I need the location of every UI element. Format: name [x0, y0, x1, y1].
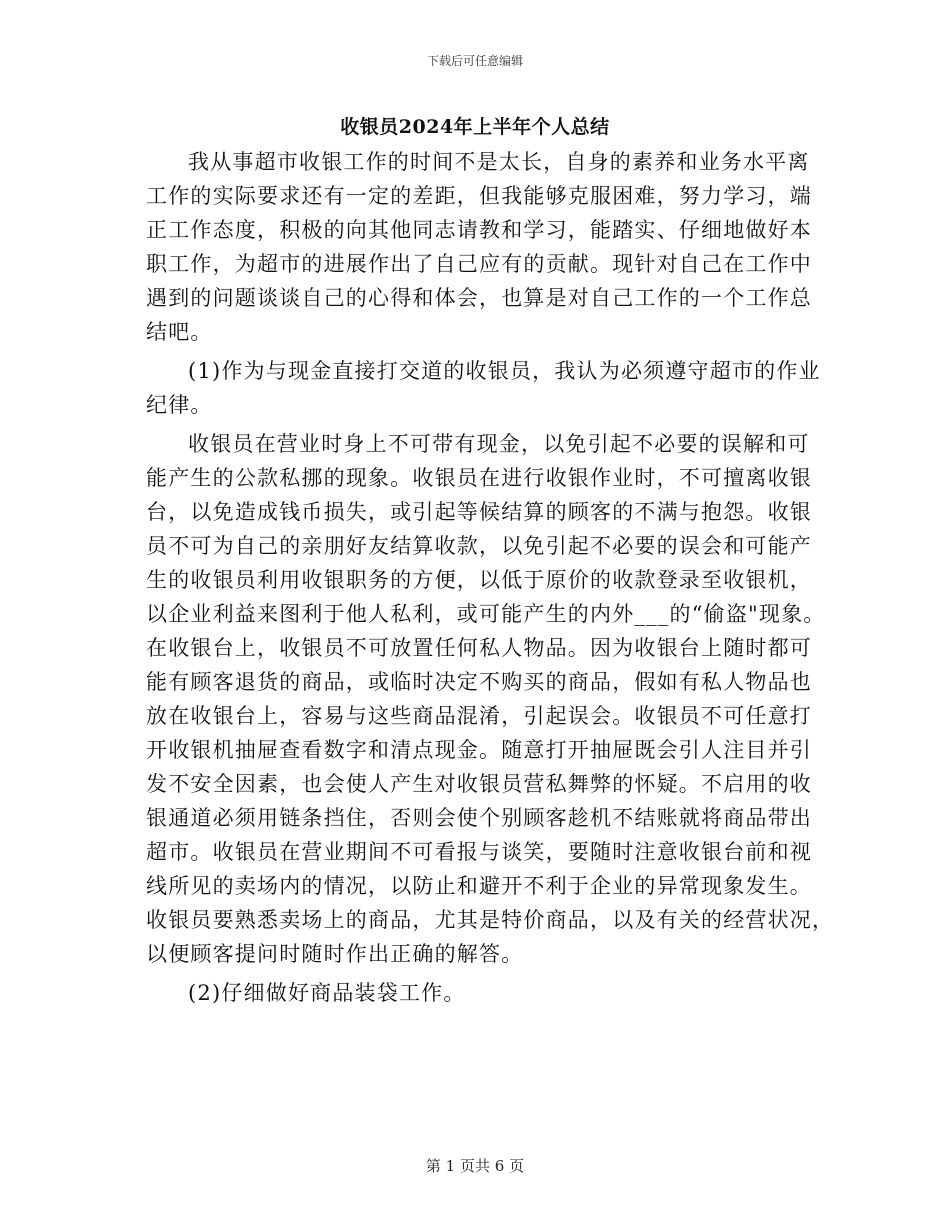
text-line: 员不可为自己的亲朋好友结算收款，以免引起不必要的误会和可能产: [146, 534, 812, 558]
text-line: (1)作为与现金直接打交道的收银员，我认为必须遵守超市的作业: [188, 359, 821, 383]
document-title: 收银员2024年上半年个人总结: [340, 116, 610, 138]
text-line: 结吧。: [146, 320, 213, 344]
text-line: 正工作态度，积极的向其他同志请教和学习，能踏实、仔细地做好本: [146, 218, 812, 242]
text-line: 我从事超市收银工作的时间不是太长，自身的素养和业务水平离: [188, 150, 810, 174]
text-line: (2)仔细做好商品装袋工作。: [188, 981, 466, 1005]
text-line: 生的收银员利用收银职务的方便，以低于原价的收款登录至收银机，: [146, 568, 812, 592]
text-line: 工作的实际要求还有一定的差距，但我能够克服困难，努力学习，端: [146, 184, 812, 208]
text-line: 职工作，为超市的进展作出了自己应有的贡献。现针对自己在工作中: [146, 252, 812, 276]
page-footer: 第 1 页共 6 页: [425, 1157, 525, 1175]
text-line: 发不安全因素，也会使人产生对收银员营私舞弊的怀疑。不启用的收: [146, 772, 812, 796]
paragraph-section-1-body: [146, 427, 835, 971]
text-line: 在收银台上，收银员不可放置任何私人物品。因为收银台上随时都可: [146, 636, 812, 660]
text-line: 银通道必须用链条挡住，否则会使个别顾客趁机不结账就将商品带出: [146, 806, 812, 830]
text-line: 遇到的问题谈谈自己的心得和体会，也算是对自己工作的一个工作总: [146, 286, 812, 310]
paragraph-section-2-heading: [146, 976, 810, 1010]
text-line: 收银员要熟悉卖场上的商品，尤其是特价商品，以及有关的经营状况，: [146, 908, 835, 932]
text-line: 纪律。: [146, 393, 213, 417]
text-line: 能有顾客退货的商品，或临时决定不购买的商品，假如有私人物品也: [146, 670, 812, 694]
text-line: 台，以免造成钱币损失，或引起等候结算的顾客的不满与抱怨。收银: [146, 500, 812, 524]
text-line: 能产生的公款私挪的现象。收银员在进行收银作业时，不可擅离收银: [146, 466, 812, 490]
paragraph-intro: [146, 145, 810, 349]
text-line: 放在收银台上，容易与这些商品混淆，引起误会。收银员不可任意打: [146, 704, 812, 728]
text-line: 线所见的卖场内的情况，以防止和避开不利于企业的异常现象发生。: [146, 874, 812, 898]
paragraph-section-1-heading: [146, 354, 821, 422]
document-body: [146, 145, 835, 1010]
text-line: 收银员在营业时身上不可带有现金，以免引起不必要的误解和可: [188, 432, 810, 456]
text-line: 以企业利益来图利于他人私利，或可能产生的内外___的“偷盗"现象。: [146, 602, 826, 626]
text-line: 超市。收银员在营业期间不可看报与谈笑，要随时注意收银台前和视: [146, 840, 812, 864]
text-line: 以便顾客提问时随时作出正确的解答。: [146, 942, 524, 966]
page-header: 下载后可任意编辑: [426, 54, 523, 68]
text-line: 开收银机抽屉查看数字和清点现金。随意打开抽屉既会引人注目并引: [146, 738, 812, 762]
